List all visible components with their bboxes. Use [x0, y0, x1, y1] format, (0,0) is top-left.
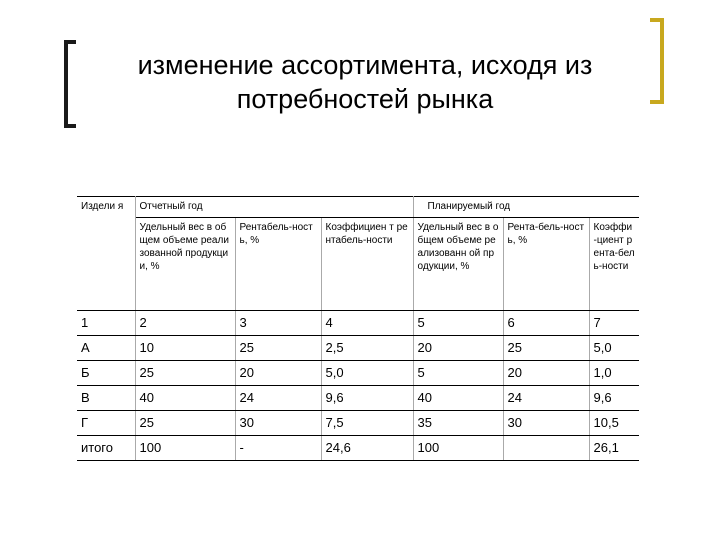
- table-subheader-row: [77, 218, 639, 311]
- table-cell: 30: [503, 411, 589, 436]
- table-cell: 2,5: [321, 336, 413, 361]
- table-cell: 100: [413, 436, 503, 461]
- table-cell: -: [235, 436, 321, 461]
- table-cell: 1,0: [589, 361, 639, 386]
- table-cell: 24: [235, 386, 321, 411]
- table-cell: 35: [413, 411, 503, 436]
- table-cell: 4: [321, 311, 413, 336]
- table-cell: 26,1: [589, 436, 639, 461]
- table-cell: 10,5: [589, 411, 639, 436]
- table-cell: 9,6: [589, 386, 639, 411]
- slide-title: [110, 48, 620, 116]
- table-cell: 40: [413, 386, 503, 411]
- table-cell: 24: [503, 386, 589, 411]
- table-row: [77, 411, 639, 436]
- table-cell: [503, 436, 589, 461]
- table-cell: Б: [77, 361, 135, 386]
- table-cell: 1: [77, 311, 135, 336]
- table-cell: 9,6: [321, 386, 413, 411]
- table-cell: 100: [135, 436, 235, 461]
- table-cell: 5: [413, 361, 503, 386]
- table-cell: 20: [503, 361, 589, 386]
- table-cell: 2: [135, 311, 235, 336]
- table-cell: 25: [135, 361, 235, 386]
- table-cell: 20: [413, 336, 503, 361]
- subheader-cell: Коэффи-циент рента-бель-ности: [589, 218, 639, 311]
- table-cell: 6: [503, 311, 589, 336]
- table-cell: 25: [235, 336, 321, 361]
- right-bracket-decoration: [650, 18, 664, 104]
- table-cell: 7,5: [321, 411, 413, 436]
- table-cell: 3: [235, 311, 321, 336]
- table-cell: 5,0: [321, 361, 413, 386]
- table-cell: итого: [77, 436, 135, 461]
- table-cell: 20: [235, 361, 321, 386]
- table-cell: 5: [413, 311, 503, 336]
- subheader-cell: Рентабель-ность, %: [235, 218, 321, 311]
- header-reporting-year: Отчетный год: [135, 197, 413, 218]
- subheader-cell: Рента-бель-ность, %: [503, 218, 589, 311]
- table-cell: А: [77, 336, 135, 361]
- table-cell: В: [77, 386, 135, 411]
- title-line-1: изменение ассортимента, исходя из: [137, 50, 593, 80]
- table-cell: Г: [77, 411, 135, 436]
- subheader-cell: Коэффициен т рентабель-ности: [321, 218, 413, 311]
- assortment-table: [77, 196, 639, 461]
- table-cell: 40: [135, 386, 235, 411]
- table-cell: 25: [503, 336, 589, 361]
- table-cell: 7: [589, 311, 639, 336]
- header-product: Издели я: [77, 197, 135, 311]
- subheader-cell: Удельный вес в общем объеме реализованной продукции, %: [135, 218, 235, 311]
- table-cell: 25: [135, 411, 235, 436]
- table-row: [77, 336, 639, 361]
- table-cell: 10: [135, 336, 235, 361]
- left-bracket-decoration: [64, 40, 76, 128]
- table-row: [77, 311, 639, 336]
- table-header-row: [77, 197, 639, 218]
- table-row: [77, 386, 639, 411]
- table-row: [77, 361, 639, 386]
- table-cell: 30: [235, 411, 321, 436]
- subheader-cell: Удельный вес в общем объеме реализованн ой продукции, %: [413, 218, 503, 311]
- title-line-2: потребностей рынка: [236, 84, 494, 114]
- table-cell: 5,0: [589, 336, 639, 361]
- table-cell: 24,6: [321, 436, 413, 461]
- table-row-total: [77, 436, 639, 461]
- header-planned-year: Планируемый год: [413, 197, 639, 218]
